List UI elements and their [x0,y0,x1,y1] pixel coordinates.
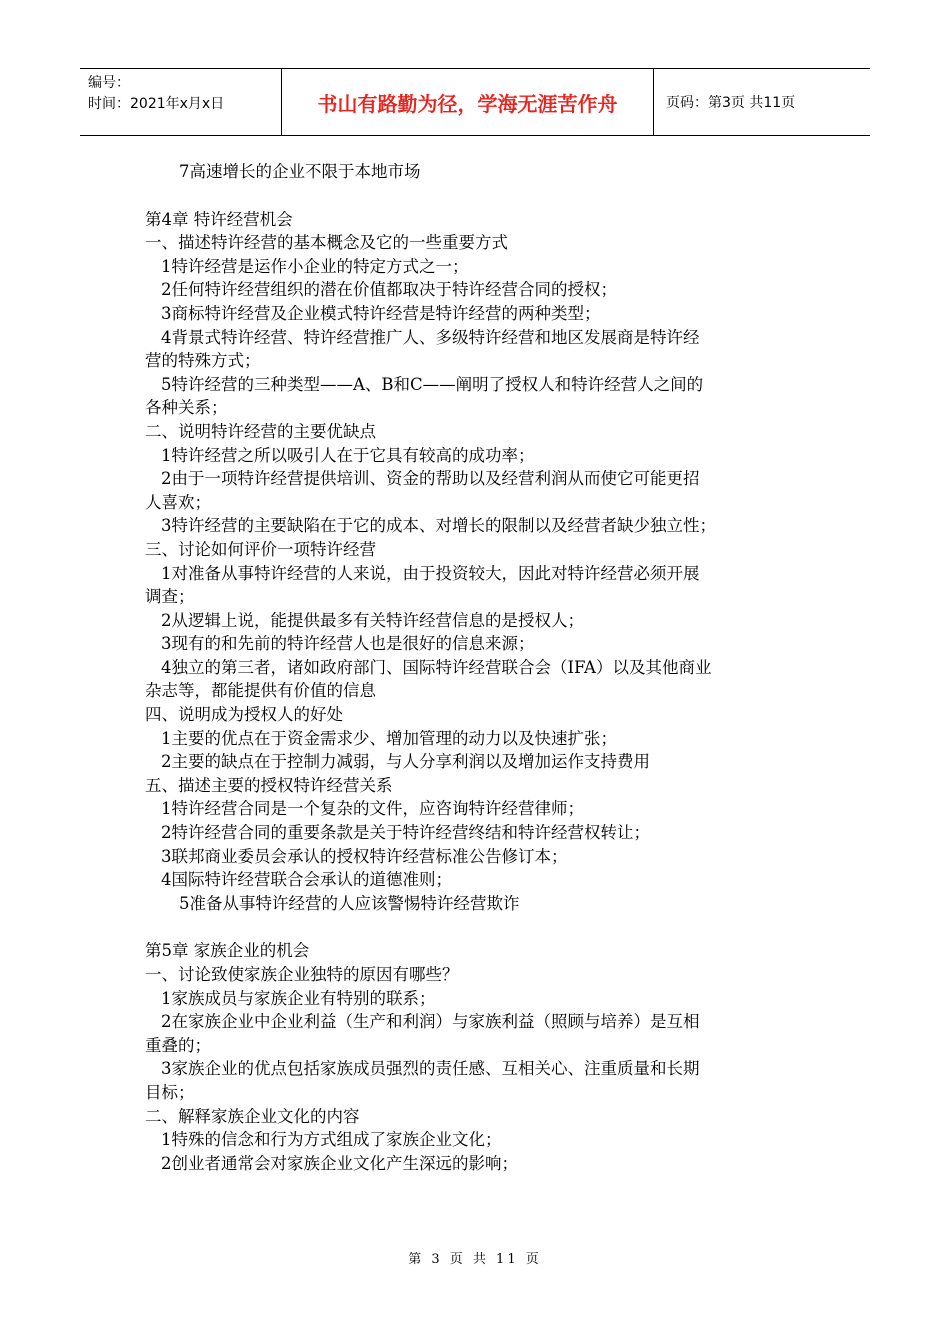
text-line: 4国际特许经营联合会承认的道德准则； [161,870,452,890]
text-line: 3特许经营的主要缺陷在于它的成本、对增长的限制以及经营者缺少独立性； [161,516,716,536]
document-body [145,160,825,1175]
text-line: 杂志等，都能提供有价值的信息 [145,681,376,701]
text-line: 2主要的缺点在于控制力减弱，与人分享利润以及增加运作支持费用 [161,752,650,772]
text-line: 二、说明特许经营的主要优缺点 [145,421,376,441]
text-line: 目标； [145,1082,195,1102]
text-line: 二、解释家族企业文化的内容 [145,1106,360,1126]
paragraph-gap [145,184,825,208]
text-line: 三、讨论如何评价一项特许经营 [145,539,376,559]
text-line: 2任何特许经营组织的潜在价值都取决于特许经营合同的授权； [161,280,617,300]
document-time-label: 时间：2021年x月x日 [88,96,225,112]
text-line: 3家族企业的优点包括家族成员强烈的责任感、互相关心、注重质量和长期 [161,1059,700,1079]
text-line: 2由于一项特许经营提供培训、资金的帮助以及经营利润从而使它可能更招 [161,469,700,489]
text-line: 1特许经营合同是一个复杂的文件，应咨询特许经营律师； [161,799,584,819]
text-line: 一、描述特许经营的基本概念及它的一些重要方式 [145,233,508,253]
text-line: 1对准备从事特许经营的人来说，由于投资较大，因此对特许经营必须开展 [161,563,700,583]
text-line: 5特许经营的三种类型——A、B和C——阐明了授权人和特许经营人之间的 [161,374,704,394]
header-page-info: 页码：第3页 共11页 [666,95,796,111]
page-header [80,68,870,136]
text-line: 重叠的； [145,1035,211,1055]
text-line: 4独立的第三者，诸如政府部门、国际特许经营联合会（IFA）以及其他商业 [161,657,712,677]
text-line: 五、描述主要的授权特许经营关系 [145,775,393,795]
text-line: 营的特殊方式； [145,351,261,371]
header-meta [80,69,282,135]
text-line: 1主要的优点在于资金需求少、增加管理的动力以及快速扩张； [161,728,617,748]
text-line: 3现有的和先前的特许经营人也是很好的信息来源； [161,634,535,654]
text-line: 一、讨论致使家族企业独特的原因有哪些？ [145,965,459,984]
text-line: 2特许经营合同的重要条款是关于特许经营终结和特许经营权转让； [161,823,650,843]
paragraph-gap [145,915,825,939]
text-line: 1特许经营之所以吸引人在于它具有较高的成功率； [161,445,535,465]
text-line: 人喜欢； [145,492,211,512]
text-line: 1特许经营是运作小企业的特定方式之一； [161,256,469,276]
text-line: 四、说明成为授权人的好处 [145,705,343,725]
text-line: 第4章 特许经营机会 [145,209,293,229]
text-line: 1家族成员与家族企业有特别的联系； [161,988,436,1008]
text-line: 4背景式特许经营、特许经营推广人、多级特许经营和地区发展商是特许经 [161,327,700,347]
text-line: 2创业者通常会对家族企业文化产生深远的影响； [161,1153,518,1173]
text-line: 3商标特许经营及企业模式特许经营是特许经营的两种类型； [161,303,601,323]
text-line: 5准备从事特许经营的人应该警惕特许经营欺诈 [179,893,520,913]
text-line: 2从逻辑上说，能提供最多有关特许经营信息的是授权人； [161,610,584,630]
text-line: 2在家族企业中企业利益（生产和利润）与家族利益（照顾与培养）是互相 [161,1012,700,1032]
text-line: 7高速增长的企业不限于本地市场 [179,162,421,181]
text-line: 第5章 家族企业的机会 [145,941,310,961]
text-line: 各种关系； [145,398,228,418]
text-line: 调查； [145,587,195,607]
document-number-label: 编号： [88,75,130,91]
header-motto: 书山有路勤为径，学海无涯苦作舟 [282,69,654,135]
text-line: 1特殊的信念和行为方式组成了家族企业文化； [161,1130,502,1150]
text-line: 3联邦商业委员会承认的授权特许经营标准公告修订本； [161,846,568,866]
page-footer: 第 3 页 共 11 页 [408,1252,542,1267]
